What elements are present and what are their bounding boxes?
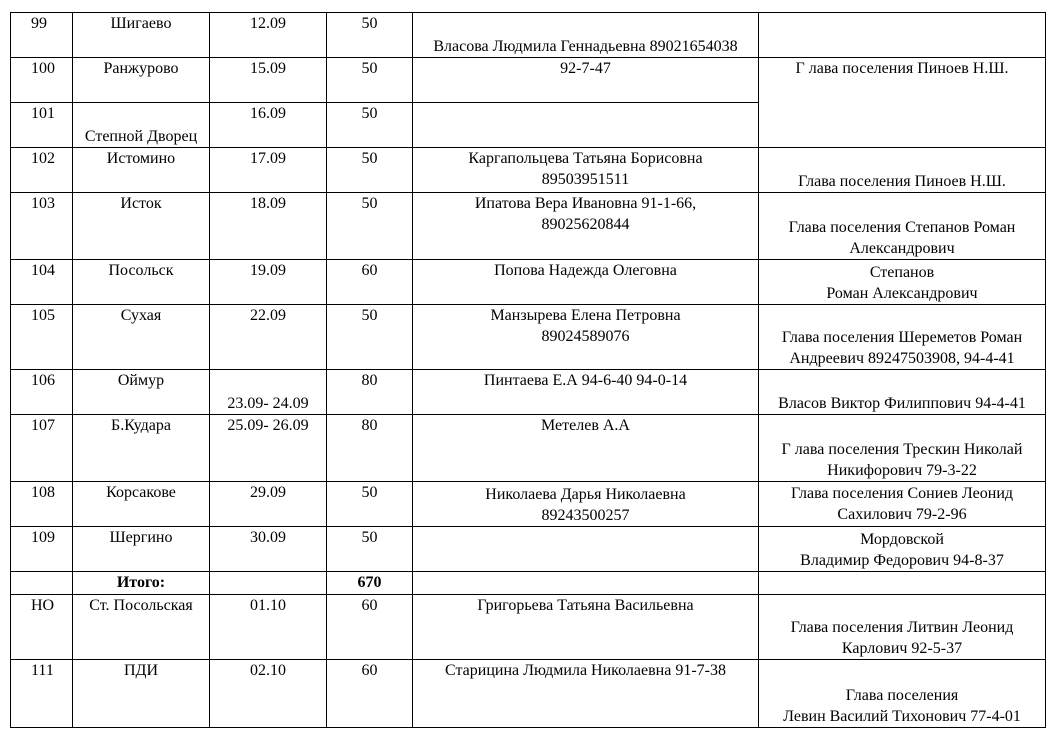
place-name: Посольск (73, 260, 210, 305)
head (759, 370, 1046, 415)
head-line: Г лава поселения Трескин Николай (781, 441, 1023, 458)
amount: 80 (327, 415, 413, 482)
contact (413, 148, 759, 193)
head (759, 527, 1046, 572)
table-row (11, 58, 1046, 103)
amount: 50 (327, 148, 413, 193)
amount: 60 (327, 595, 413, 660)
contact-line: Каргапольцева Татьяна Борисовна (468, 150, 703, 167)
schedule-table (10, 12, 1046, 728)
head-line: Андреевич 89247503908, 94-4-41 (789, 350, 1015, 367)
row-number: 99 (11, 13, 73, 58)
date: 02.10 (210, 660, 327, 728)
contact-line: 89503951511 (541, 171, 630, 188)
contact-line: 92-7-47 (560, 60, 611, 77)
date: 22.09 (210, 305, 327, 370)
table-row (11, 595, 1046, 660)
row-number: 105 (11, 305, 73, 370)
head-line: Глава поселения Степанов Роман (788, 219, 1016, 236)
place-name: Корсакове (73, 482, 210, 527)
contact (413, 260, 759, 305)
head (759, 13, 1046, 58)
date: 19.09 (210, 260, 327, 305)
contact-line: 89024589076 (541, 328, 630, 345)
table-row (11, 482, 1046, 527)
head-line: Глава поселения Сониев Леонид (790, 485, 1014, 502)
amount: 50 (327, 103, 413, 148)
table-row (11, 660, 1046, 728)
row-number: 103 (11, 193, 73, 260)
row-number: 101 (11, 103, 73, 148)
contact-line: Власова Людмила Геннадьевна 89021654038 (433, 38, 738, 55)
date: 18.09 (210, 193, 327, 260)
contact-line: 89243500257 (541, 507, 630, 524)
head-line: Глава поселения Литвин Леонид (790, 619, 1014, 636)
contact (413, 660, 759, 728)
contact-line: Попова Надежда Олеговна (494, 262, 677, 279)
row-number: 100 (11, 58, 73, 103)
date (210, 572, 327, 595)
head (759, 148, 1046, 193)
place-name: Ранжурово (73, 58, 210, 103)
head-line: Александрович (849, 240, 955, 257)
place-name: Ст. Посольская (73, 595, 210, 660)
row-number: 109 (11, 527, 73, 572)
contact (413, 193, 759, 260)
amount: 50 (327, 58, 413, 103)
head-line: Левин Василий Тихонович 77-4-01 (783, 708, 1021, 725)
place-name: Шергино (73, 527, 210, 572)
head-line: Карлович 92-5-37 (841, 640, 963, 657)
head (759, 58, 1046, 148)
head-line: Власов Виктор Филиппович 94-4-41 (778, 395, 1026, 412)
contact-line: 89025620844 (541, 216, 630, 233)
head-line: Глава поселения (845, 687, 959, 704)
amount: 50 (327, 527, 413, 572)
place-name: Исток (73, 193, 210, 260)
date: 01.10 (210, 595, 327, 660)
head-line: Роман Александрович (826, 285, 978, 302)
table-row (11, 370, 1046, 415)
head-line: Никифорович 79-3-22 (827, 462, 977, 479)
place-name: ПДИ (73, 660, 210, 728)
table-row (11, 527, 1046, 572)
place-name: Шигаево (73, 13, 210, 58)
place-name: Оймур (73, 370, 210, 415)
contact (413, 415, 759, 482)
row-number: 107 (11, 415, 73, 482)
head-line: Глава поселения Пиноев Н.Ш. (798, 173, 1006, 190)
contact (413, 595, 759, 660)
head (759, 305, 1046, 370)
place-name: Степной Дворец (73, 103, 210, 148)
row-number: 111 (11, 660, 73, 728)
place-name: Сухая (73, 305, 210, 370)
date: 25.09- 26.09 (210, 415, 327, 482)
contact-line: Старицина Людмила Николаевна 91-7-38 (445, 662, 726, 679)
row-number: 108 (11, 482, 73, 527)
place-name: Истомино (73, 148, 210, 193)
contact (413, 13, 759, 58)
row-number: 102 (11, 148, 73, 193)
contact-line: Николаева Дарья Николаевна (485, 486, 686, 503)
amount: 50 (327, 305, 413, 370)
contact (413, 58, 759, 103)
amount: 60 (327, 660, 413, 728)
table-row (11, 193, 1046, 260)
contact (413, 572, 759, 595)
contact (413, 482, 759, 527)
head (759, 572, 1046, 595)
date: 15.09 (210, 58, 327, 103)
date: 12.09 (210, 13, 327, 58)
contact (413, 103, 759, 148)
head (759, 482, 1046, 527)
total-amount: 670 (327, 572, 413, 595)
contact (413, 370, 759, 415)
place-name: Б.Кудара (73, 415, 210, 482)
table-row (11, 305, 1046, 370)
contact (413, 305, 759, 370)
contact (413, 527, 759, 572)
table-row (11, 148, 1046, 193)
row-number: 106 (11, 370, 73, 415)
amount: 50 (327, 13, 413, 58)
date: 16.09 (210, 103, 327, 148)
contact-line: Метелев А.А (541, 417, 630, 434)
row-number: 104 (11, 260, 73, 305)
total-row (11, 572, 1046, 595)
head (759, 415, 1046, 482)
contact-line: Григорьева Татьяна Васильевна (477, 597, 694, 614)
date: 30.09 (210, 527, 327, 572)
amount: 80 (327, 370, 413, 415)
head-line: Г лава поселения Пиноев Н.Ш. (795, 60, 1009, 77)
head-line: Владимир Федорович 94-8-37 (800, 552, 1004, 569)
head-line: Сахилович 79-2-96 (837, 506, 967, 523)
head (759, 595, 1046, 660)
amount: 50 (327, 193, 413, 260)
contact-line: Манзырева Елена Петровна (490, 307, 681, 324)
row-number: НО (11, 595, 73, 660)
date: 29.09 (210, 482, 327, 527)
head (759, 260, 1046, 305)
contact-line: Ипатова Вера Ивановна 91-1-66, (474, 195, 697, 212)
total-label: Итого: (73, 572, 210, 595)
table-row (11, 415, 1046, 482)
row-number (11, 572, 73, 595)
amount: 60 (327, 260, 413, 305)
table-row (11, 260, 1046, 305)
table-row (11, 13, 1046, 58)
head (759, 660, 1046, 728)
head-line: Глава поселения Шереметов Роман (781, 329, 1023, 346)
amount: 50 (327, 482, 413, 527)
date: 17.09 (210, 148, 327, 193)
date: 23.09- 24.09 (210, 370, 327, 415)
head-line: Мордовской (860, 531, 944, 548)
head (759, 193, 1046, 260)
contact-line: Пинтаева Е.А 94-6-40 94-0-14 (483, 372, 688, 389)
head-line: Степанов (869, 264, 935, 281)
